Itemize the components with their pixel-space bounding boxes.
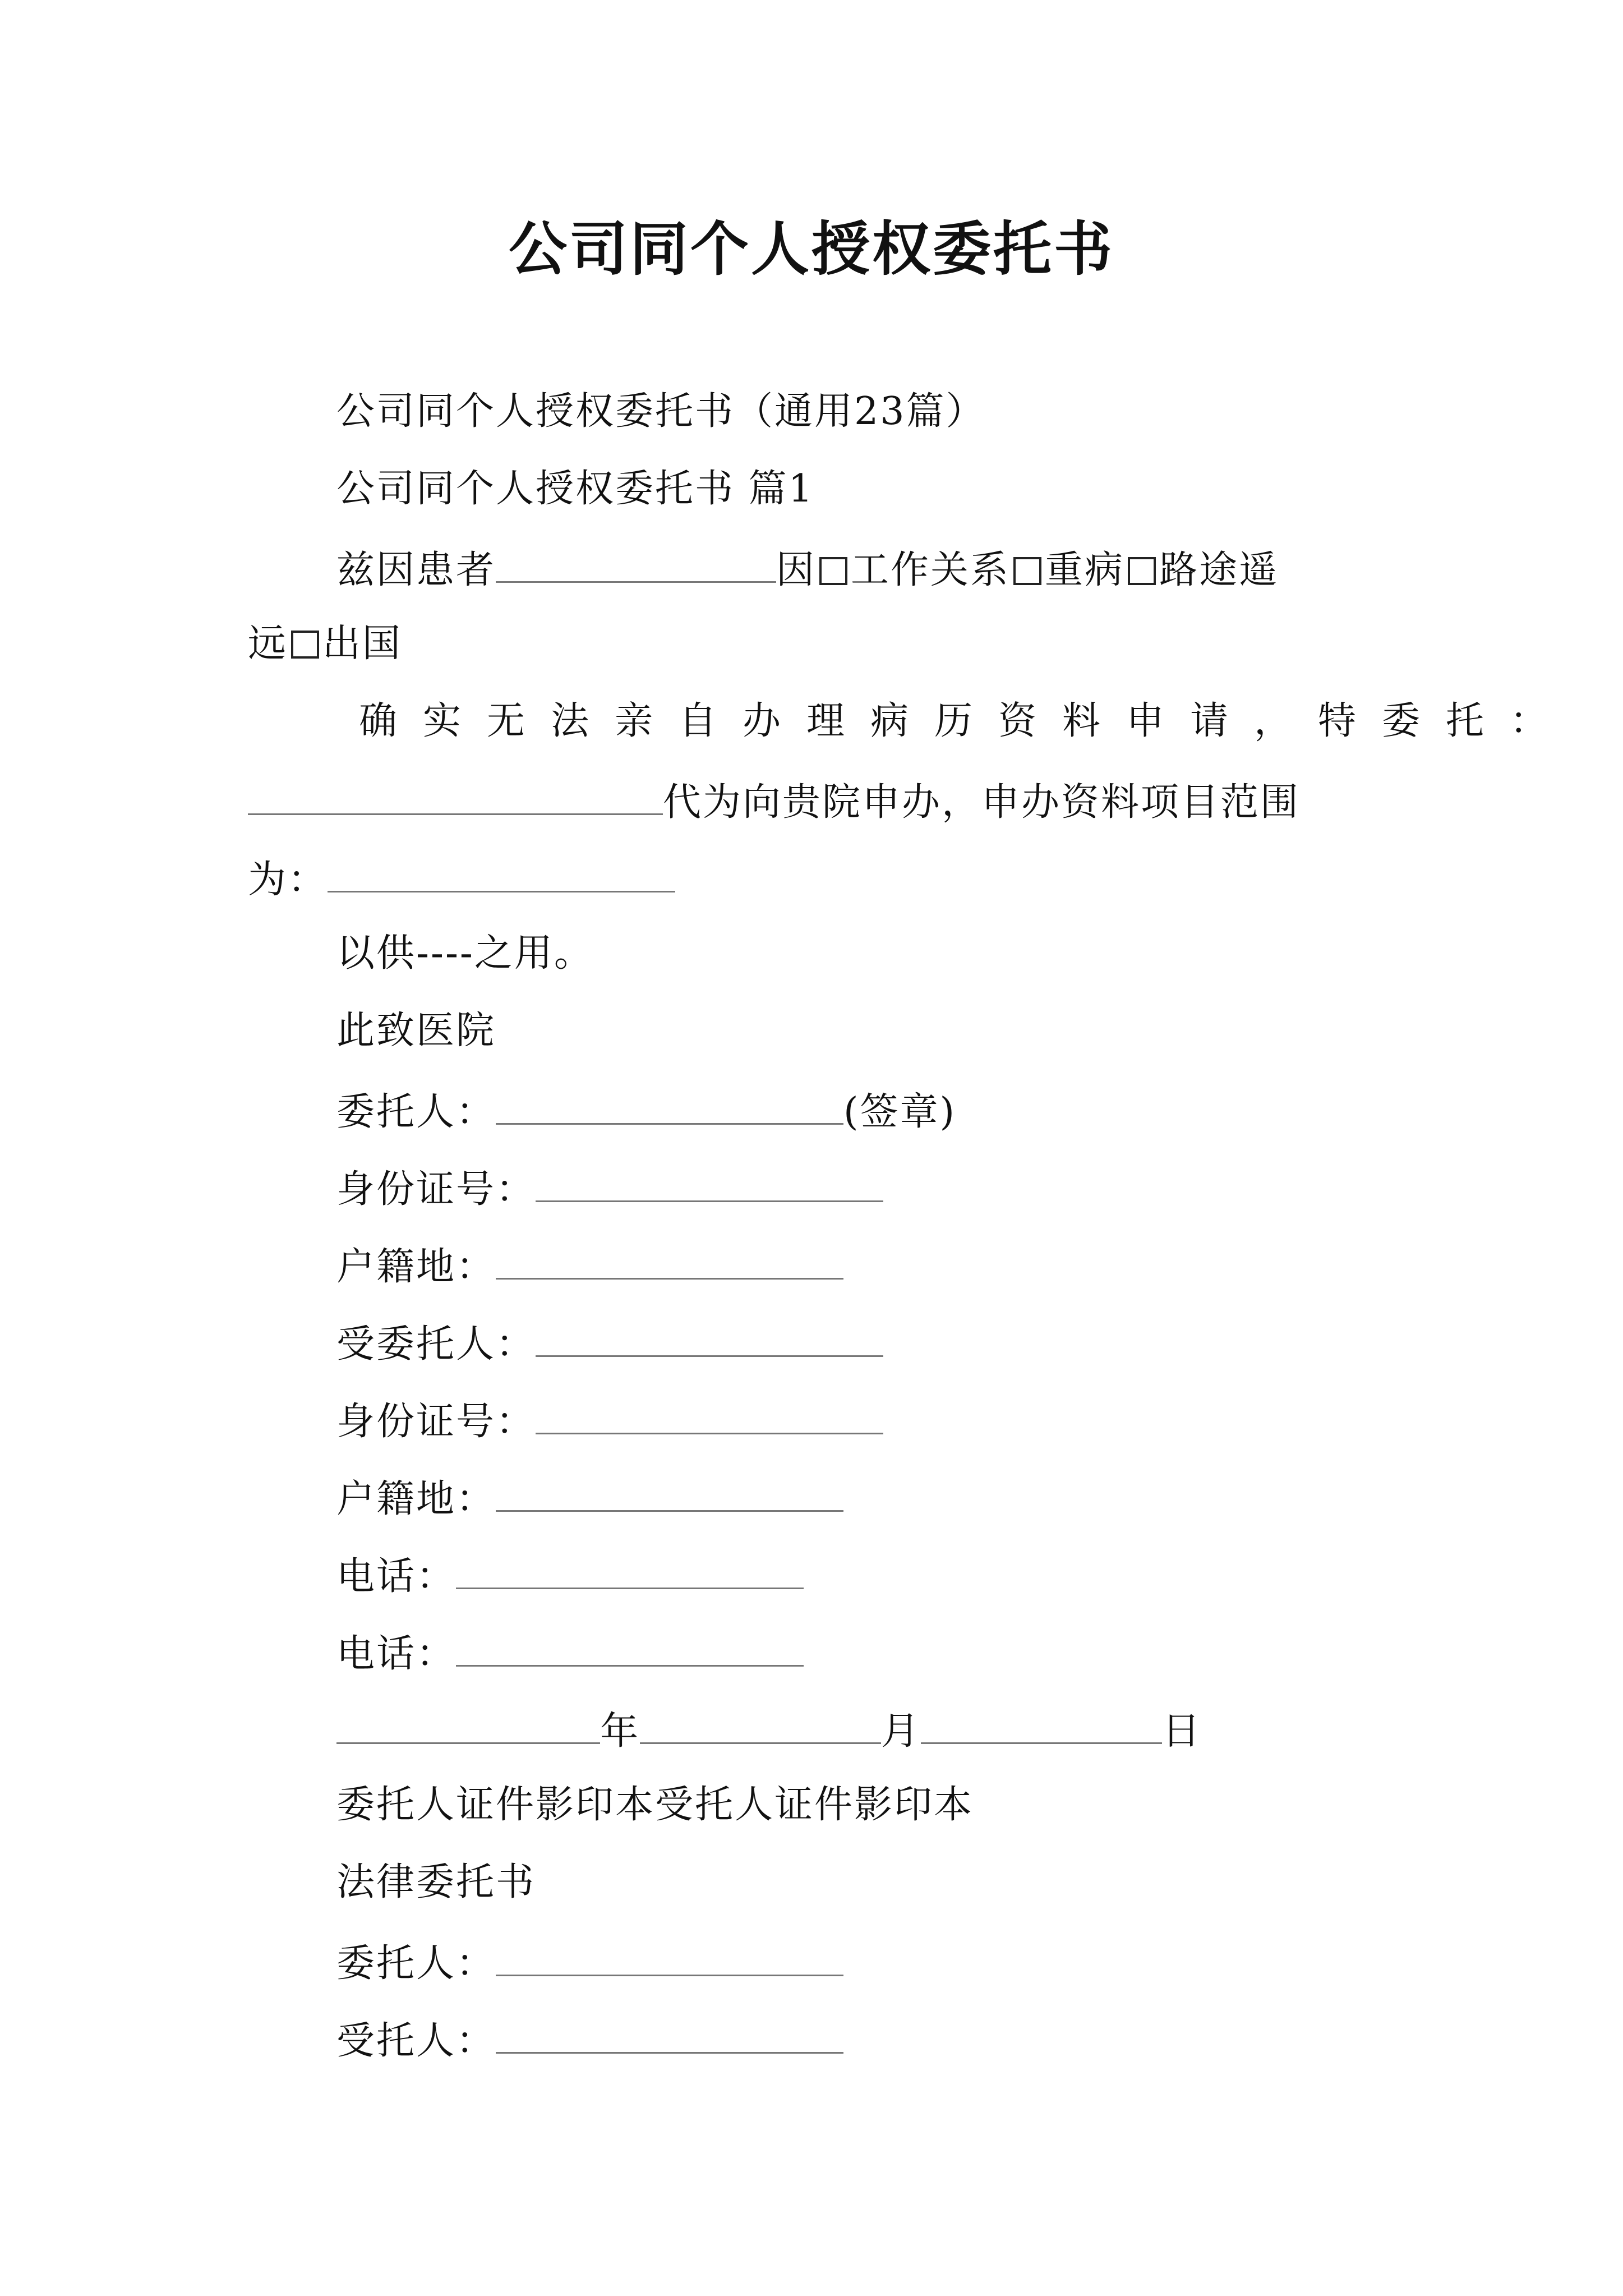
illness-checkbox[interactable] (1013, 557, 1041, 585)
principal-id-blank[interactable] (536, 1167, 883, 1202)
agent-name-blank[interactable] (248, 780, 663, 815)
option-distance-b: 远 (248, 622, 288, 666)
legal-agent-label: 受托人： (336, 2019, 496, 2063)
phone-line-1 (336, 1554, 804, 1599)
date-day: 日 (1162, 1709, 1202, 1754)
phone-line-2 (336, 1631, 804, 1676)
principal-blank[interactable] (496, 1089, 843, 1125)
date-month: 月 (881, 1709, 921, 1754)
month-blank[interactable] (640, 1709, 881, 1744)
domicile-label-2: 户籍地： (336, 1477, 496, 1521)
date-line (336, 1709, 1202, 1754)
phone-label-1: 电话： (336, 1554, 457, 1599)
legal-principal-line (336, 1941, 843, 1986)
addressee-text: 此致医院 (336, 1009, 496, 1053)
domicile-label-1: 户籍地： (336, 1245, 496, 1289)
agent-line (336, 1322, 883, 1364)
reason-line-continued (248, 622, 403, 666)
patient-name-blank[interactable] (496, 547, 776, 583)
agent-label: 受委托人： (336, 1322, 536, 1366)
day-blank[interactable] (921, 1709, 1162, 1744)
purpose-text: 以供----之用。 (336, 931, 594, 976)
document-title: 公司同个人授权委托书 (508, 214, 1114, 283)
delegation-line (248, 780, 1301, 825)
option-abroad: 出国 (322, 622, 403, 666)
year-blank[interactable] (336, 1709, 600, 1744)
agent-id-line (336, 1399, 883, 1444)
id-label-2: 身份证号： (336, 1400, 536, 1444)
legal-principal-label: 委托人： (336, 1941, 496, 1986)
delegation-text: 确实无法亲自办理病历资料申请，特委托： (359, 699, 1574, 743)
agent-blank[interactable] (536, 1322, 883, 1357)
agent-id-blank[interactable] (536, 1399, 883, 1434)
delegation-rest: 代为向贵院申办，申办资料项目范围 (663, 780, 1301, 825)
agent-domicile-blank[interactable] (496, 1476, 843, 1512)
scope-label: 为： (248, 858, 328, 902)
legal-agent-blank[interactable] (496, 2018, 843, 2054)
option-illness: 重病 (1045, 548, 1125, 592)
principal-line (336, 1089, 957, 1134)
phone-blank-2[interactable] (456, 1631, 804, 1667)
principal-id-line (336, 1167, 883, 1212)
distance-checkbox[interactable] (1128, 557, 1156, 585)
seal-note: (签章) (843, 1090, 957, 1134)
reason-intro: 兹因患者 (336, 548, 496, 592)
scope-blank[interactable] (328, 857, 675, 892)
reason-line (336, 547, 1279, 590)
principal-domicile-line (336, 1244, 843, 1289)
phone-label-2: 电话： (336, 1632, 457, 1676)
reason-prefix: 因 (776, 548, 817, 592)
work-checkbox[interactable] (819, 557, 847, 585)
legal-principal-blank[interactable] (496, 1941, 843, 1976)
document-subtitle: 公司同个人授权委托书（通用23篇） (336, 389, 986, 434)
phone-blank-1[interactable] (456, 1554, 804, 1589)
option-distance-a: 路途遥 (1159, 548, 1279, 592)
option-work: 工作关系 (851, 548, 1011, 592)
id-label-1: 身份证号： (336, 1167, 536, 1212)
principal-label: 委托人： (336, 1090, 496, 1134)
scope-line (248, 857, 675, 902)
agent-domicile-line (336, 1476, 843, 1519)
abroad-checkbox[interactable] (291, 631, 319, 659)
legal-agent-line (336, 2018, 843, 2063)
section-heading: 公司同个人授权委托书 篇1 (336, 467, 814, 511)
principal-domicile-blank[interactable] (496, 1244, 843, 1280)
legal-heading: 法律委托书 (336, 1860, 536, 1904)
copies-note: 委托人证件影印本受托人证件影印本 (336, 1783, 974, 1827)
date-year: 年 (600, 1709, 640, 1754)
